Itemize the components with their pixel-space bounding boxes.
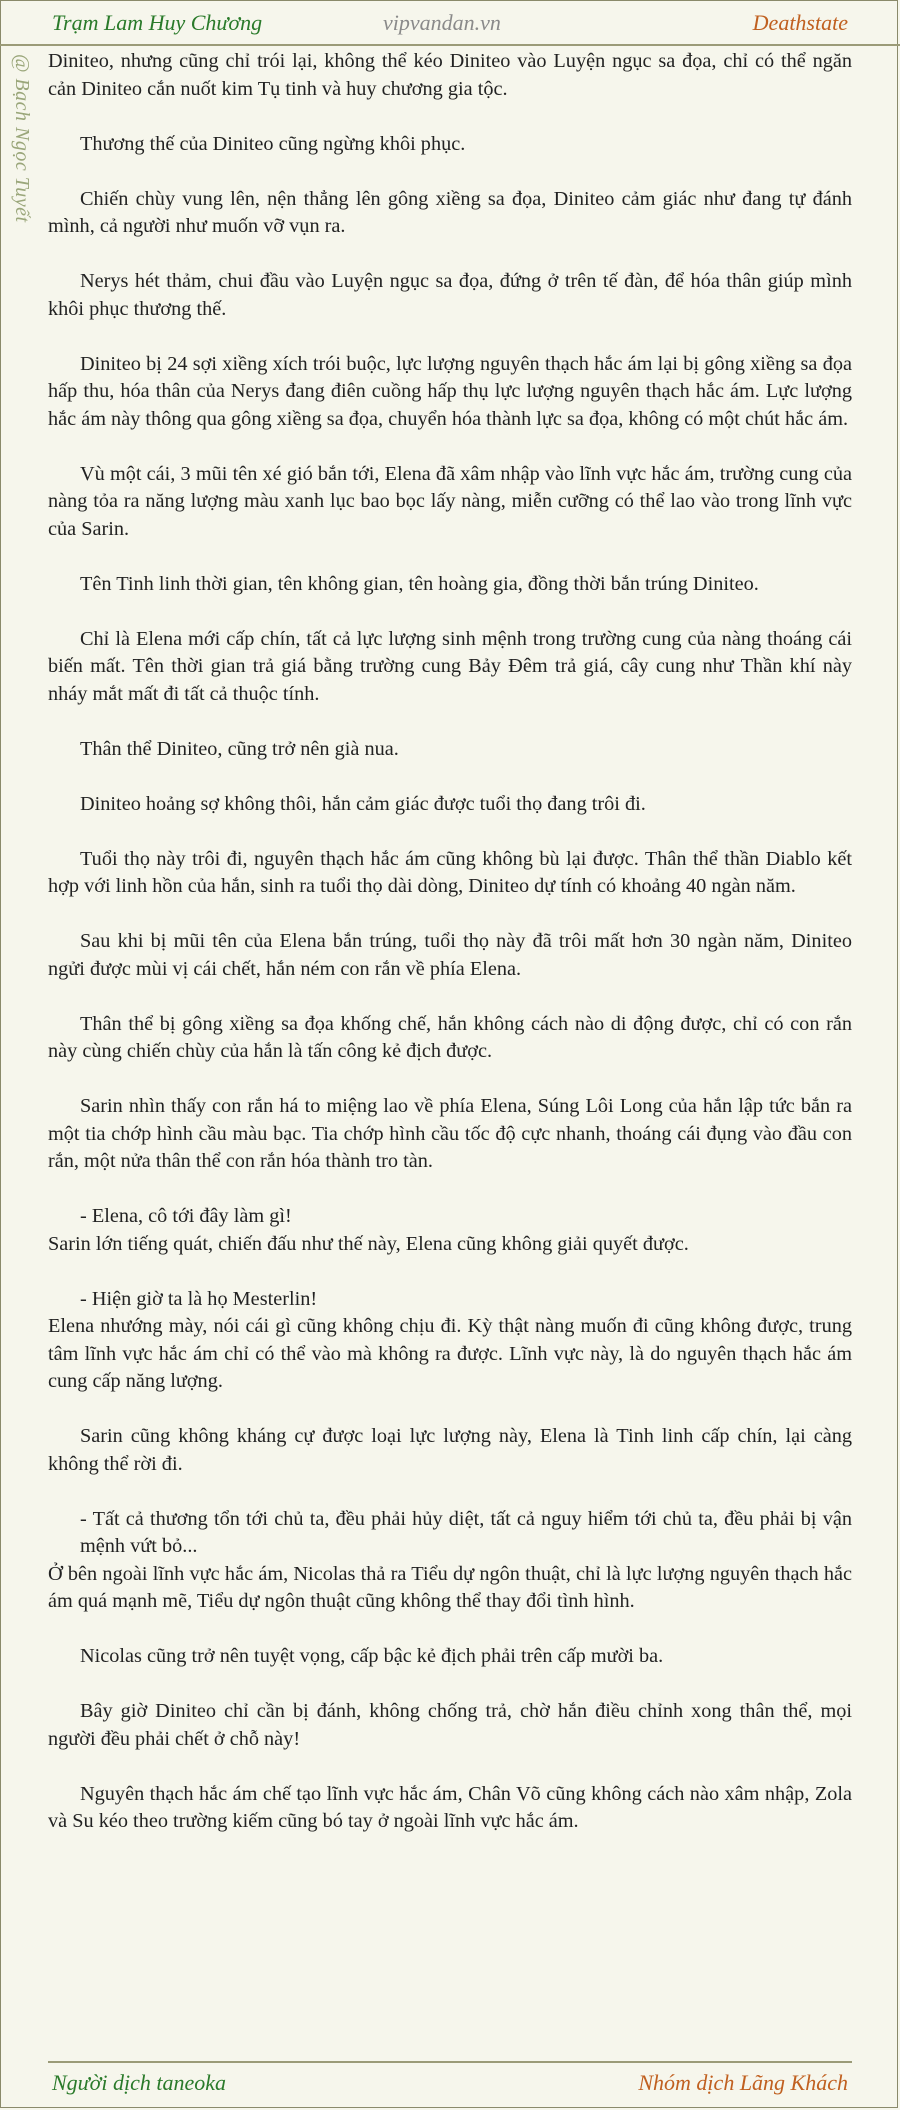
dialogue-line: - Tất cả thương tổn tới chủ ta, đều phải hủy diệt, tất cả nguy hiểm tới chủ ta, đều phải bị vận mệnh vứt bỏ...	[80, 1507, 852, 1557]
dialogue-block	[48, 1506, 852, 1616]
paragraph: Diniteo hoảng sợ không thôi, hắn cảm giác được tuổi thọ đang trôi đi.	[80, 792, 646, 815]
dialogue-line: - Hiện giờ ta là họ Mesterlin!	[80, 1287, 318, 1310]
paragraph: Sarin nhìn thấy con rắn há to miệng lao về phía Elena, Súng Lôi Long của hắn lập tức bắn ra một tia chớp hình cầu màu bạc. Tia chớp hình cầu tốc độ cực nhanh, thoáng cái đụng vào đầu con rắn, một nửa thân thể con rắn hóa thành tro tàn.	[48, 1095, 852, 1172]
paragraph: Thân thể bị gông xiềng sa đọa khống chế, hắn không cách nào di động được, chỉ có con rắn này cùng chiến chùy của hắn là tấn công kẻ địch được.	[48, 1012, 852, 1062]
paragraph: Sarin cũng không kháng cự được loại lực lượng này, Elena là Tinh linh cấp chín, lại càng không thể rời đi.	[48, 1425, 852, 1475]
paragraph: Tên Tinh linh thời gian, tên không gian, tên hoàng gia, đồng thời bắn trúng Diniteo.	[80, 572, 759, 595]
narration-line: Elena nhướng mày, nói cái gì cũng không chịu đi. Kỳ thật nàng muốn đi cũng không được, trung tâm lĩnh vực hắc ám chỉ có thể vào mà không ra được. Lĩnh vực này, là do nguyên thạch hắc ám cung cấp năng lượng.	[48, 1315, 852, 1392]
footer-divider	[48, 2061, 852, 2063]
footer-translator: Người dịch taneoka	[52, 2070, 227, 2095]
dialogue-block	[48, 1203, 852, 1258]
page-header	[0, 0, 900, 46]
dialogue-block	[48, 1286, 852, 1396]
paragraph: Sau khi bị mũi tên của Elena bắn trúng, tuổi thọ này đã trôi mất hơn 30 ngàn năm, Diniteo ngửi được mùi vị cái chết, hắn ném con rắn về phía Elena.	[48, 930, 852, 980]
paragraph: Vù một cái, 3 mũi tên xé gió bắn tới, Elena đã xâm nhập vào lĩnh vực hắc ám, trường cung của nàng tỏa ra năng lượng màu xanh lục bao bọc lấy nàng, miễn cưỡng có thể lao vào trong lĩnh vực của Sarin.	[48, 462, 852, 540]
paragraph: Diniteo bị 24 sợi xiềng xích trói buộc, lực lượng nguyên thạch hắc ám lại bị gông xiềng sa đọa hấp thu, hóa thân của Nerys đang điên cuồng hấp thụ lực lượng nguyên thạch hắc ám. Lực lượng hắc ám này thông qua gông xiềng sa đọa, chuyển hóa thành lực sa đọa, không có một chút hắc ám.	[48, 352, 852, 430]
document-body	[48, 48, 852, 1863]
paragraph: Thương thế của Diniteo cũng ngừng khôi phục.	[80, 132, 466, 155]
header-book-title: Deathstate	[752, 10, 848, 35]
paragraph: Chiến chùy vung lên, nện thẳng lên gông xiềng sa đọa, Diniteo cảm giác như đang tự đánh mình, cả người như muốn vỡ vụn ra.	[48, 187, 852, 237]
paragraph: Nicolas cũng trở nên tuyệt vọng, cấp bậc kẻ địch phải trên cấp mười ba.	[80, 1645, 664, 1667]
sidebar-watermark: @ Bạch Ngọc Tuyết	[11, 54, 33, 223]
paragraph: Tuổi thọ này trôi đi, nguyên thạch hắc ám cũng không bù lại được. Thân thể thần Diablo kết hợp với linh hồn của hắn, sinh ra tuổi thọ dài dòng, Diniteo dự tính có khoảng 40 ngàn năm.	[48, 847, 852, 897]
header-site-name: Trạm Lam Huy Chương	[52, 10, 263, 35]
narration-line: Ở bên ngoài lĩnh vực hắc ám, Nicolas thả ra Tiểu dự ngôn thuật, chỉ là lực lượng nguyên thạch hắc ám quá mạnh mẽ, Tiểu dự ngôn thuật cũng không thể thay đổi tình hình.	[48, 1562, 852, 1612]
dialogue-line: - Elena, cô tới đây làm gì!	[80, 1205, 292, 1227]
paragraph: Nguyên thạch hắc ám chế tạo lĩnh vực hắc ám, Chân Võ cũng không cách nào xâm nhập, Zola và Su kéo theo trường kiếm cũng bó tay ở ngoài lĩnh vực hắc ám.	[48, 1782, 852, 1832]
paragraph: Bây giờ Diniteo chỉ cần bị đánh, không chống trả, chờ hắn điều chỉnh xong thân thể, mọi người đều phải chết ở chỗ này!	[48, 1700, 852, 1750]
narration-line: Sarin lớn tiếng quát, chiến đấu như thế này, Elena cũng không giải quyết được.	[48, 1232, 689, 1255]
paragraph: Nerys hét thảm, chui đầu vào Luyện ngục sa đọa, đứng ở trên tế đàn, để hóa thân giúp mình khôi phục thương thế.	[48, 270, 852, 320]
paragraph: Thân thể Diniteo, cũng trở nên già nua.	[80, 737, 399, 760]
footer-group: Nhóm dịch Lãng Khách	[638, 2070, 848, 2095]
paragraph: Diniteo, nhưng cũng chỉ trói lại, không thể kéo Diniteo vào Luyện ngục sa đọa, chỉ có thể ngăn cản Diniteo cắn nuốt kim Tụ tinh và huy chương gia tộc.	[48, 50, 852, 100]
paragraph: Chỉ là Elena mới cấp chín, tất cả lực lượng sinh mệnh trong trường cung của nàng thoáng cái biến mất. Tên thời gian trả giá bằng trường cung Bảy Đêm trả giá, cây cung như Thần khí này nháy mắt mất đi tất cả thuộc tính.	[48, 627, 852, 705]
header-domain[interactable]: vipvandan.vn	[383, 10, 501, 35]
